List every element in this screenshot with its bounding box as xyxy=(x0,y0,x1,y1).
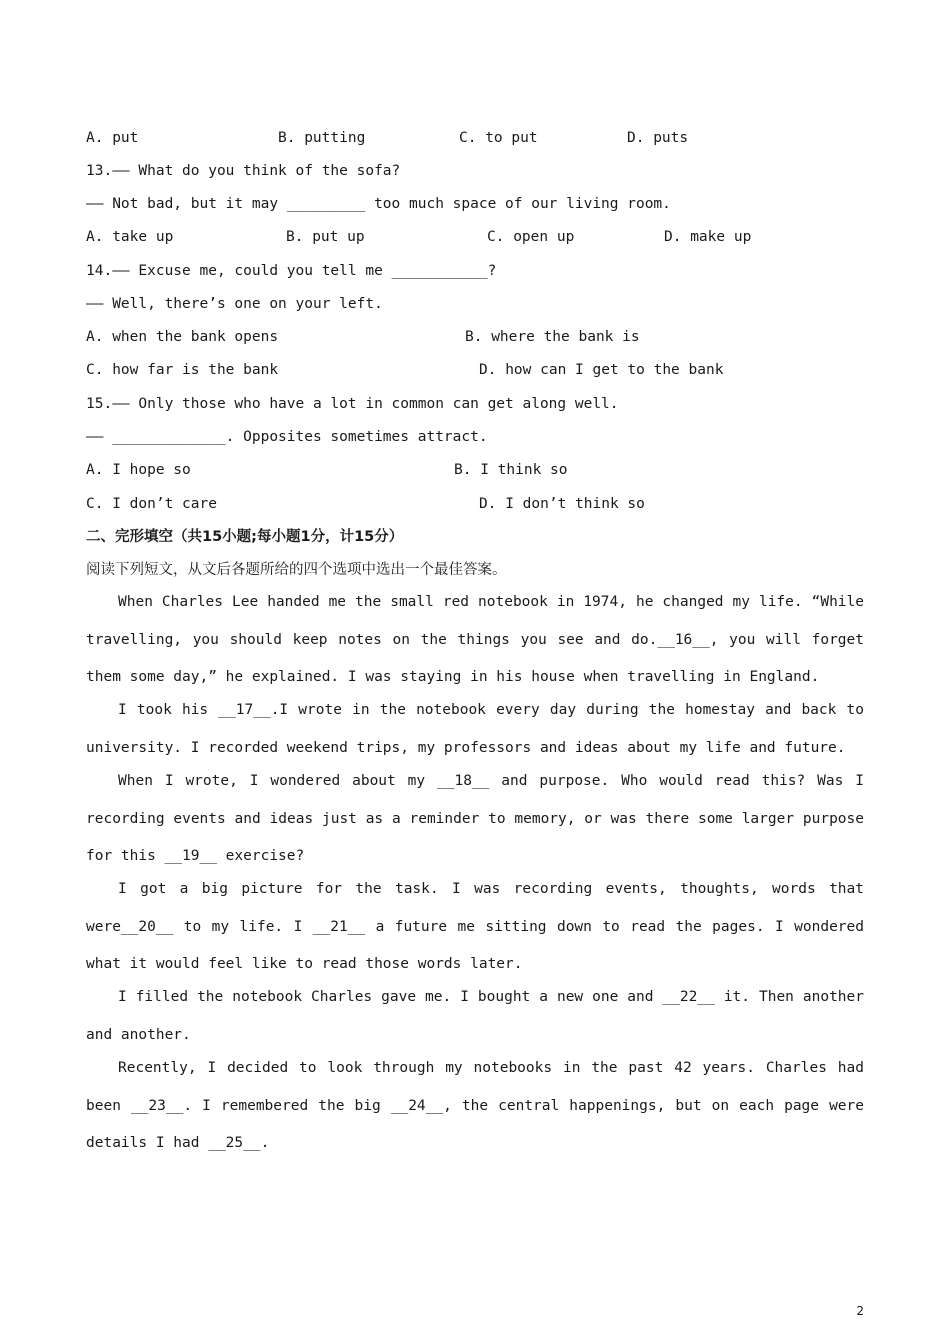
q14-option-c: C. how far is the bank xyxy=(86,362,279,378)
q12-option-d: D. puts xyxy=(627,130,689,146)
q15-option-c: C. I don’t care xyxy=(86,496,217,512)
q14-stem: 14.—— Excuse me, could you tell me ___________? xyxy=(86,263,497,279)
q13-option-c: C. open up xyxy=(487,229,575,245)
q15-reply: —— _____________. Opposites sometimes attract. xyxy=(86,429,488,445)
q13-stem: 13.—— What do you think of the sofa? xyxy=(86,163,401,179)
section-heading: 二、完形填空（共15小题;每小题1分，计15分） xyxy=(86,529,404,545)
q15-option-b: B. I think so xyxy=(454,462,568,478)
q14-option-b: B. where the bank is xyxy=(465,329,640,345)
passage-paragraph-5 xyxy=(86,979,864,1054)
passage-text: I took his __17__.I wrote in the notebook every day during the homestay and back to university. I recorded weekend trips, my professors and ideas about my life and future. xyxy=(86,702,864,756)
passage-text: When Charles Lee handed me the small red notebook in 1974, he changed my life. “While travelling, you should keep notes on the things you see and do.__16__, you will forget them some day,” he explained. I was staying in his house when travelling in England. xyxy=(86,594,864,685)
passage-text: When I wrote, I wondered about my __18__ and purpose. Who would read this? Was I recording events and ideas just as a reminder to memory, or was there some larger purpose for this __19__ exercise? xyxy=(86,773,864,864)
q14-option-d: D. how can I get to the bank xyxy=(479,362,724,378)
q14-option-a: A. when the bank opens xyxy=(86,329,279,345)
passage-paragraph-3 xyxy=(86,763,864,876)
page-number: 2 xyxy=(856,1304,864,1318)
q13-option-a: A. take up xyxy=(86,229,174,245)
q12-option-c: C. to put xyxy=(459,130,538,146)
q12-option-b: B. putting xyxy=(278,130,366,146)
passage-text: I got a big picture for the task. I was recording events, thoughts, words that were__20__ to my life. I __21__ a future me sitting down to read the pages. I wondered what it would feel like to read those words later. xyxy=(86,881,864,972)
q13-option-d: D. make up xyxy=(664,229,752,245)
section-instruction: 阅读下列短文，从文后各题所给的四个选项中选出一个最佳答案。 xyxy=(86,562,507,578)
passage-paragraph-2 xyxy=(86,692,864,767)
q14-reply: —— Well, there’s one on your left. xyxy=(86,296,383,312)
q13-reply: —— Not bad, but it may _________ too much space of our living room. xyxy=(86,196,671,212)
q15-option-d: D. I don’t think so xyxy=(479,496,645,512)
passage-paragraph-1 xyxy=(86,584,864,697)
q15-stem: 15.—— Only those who have a lot in common can get along well. xyxy=(86,396,619,412)
passage-paragraph-4 xyxy=(86,871,864,984)
passage-text: I filled the notebook Charles gave me. I bought a new one and __22__ it. Then another and another. xyxy=(86,989,864,1043)
q15-option-a: A. I hope so xyxy=(86,462,191,478)
passage-text: Recently, I decided to look through my notebooks in the past 42 years. Charles had been __23__. I remembered the big __24__, the central happenings, but on each page were details I had __25__. xyxy=(86,1060,864,1151)
passage-paragraph-6 xyxy=(86,1050,864,1163)
q12-option-a: A. put xyxy=(86,130,139,146)
q13-option-b: B. put up xyxy=(286,229,365,245)
